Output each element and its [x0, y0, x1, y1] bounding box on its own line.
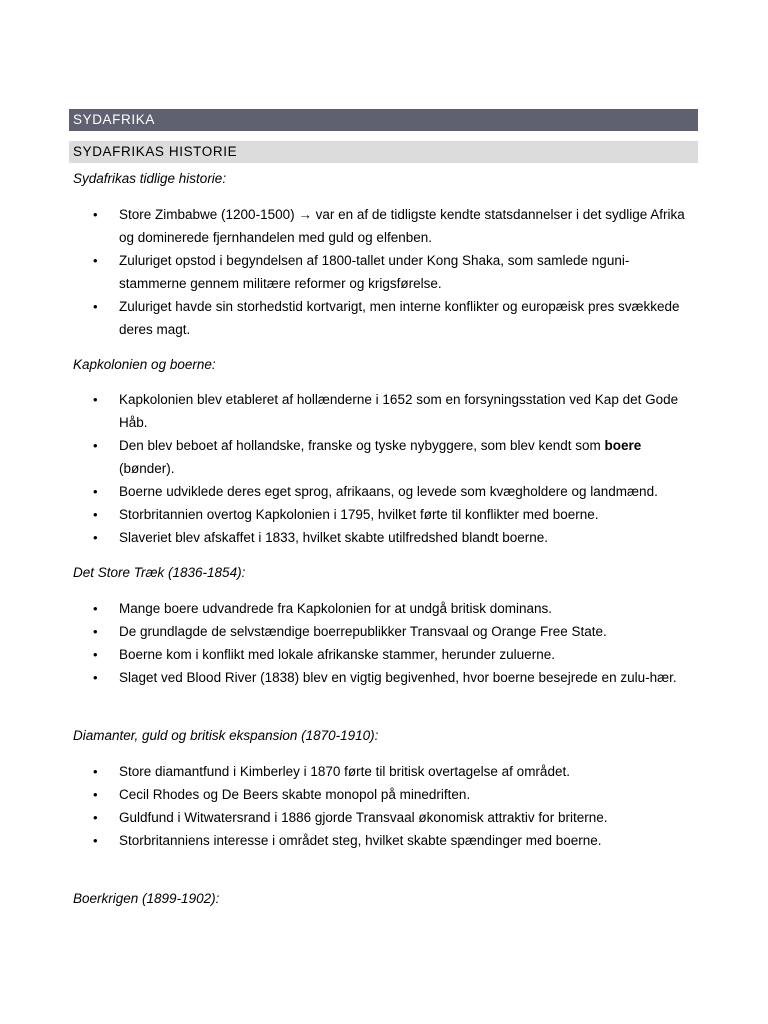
list-item: • Den blev beboet af hollandske, franske og tyske nybyggere, som blev kendt som boere (bønder).: [0, 434, 690, 480]
section-title-bar: [69, 141, 698, 163]
bullet-icon: •: [93, 810, 98, 825]
list-item: • Boerne kom i konflikt med lokale afrikanske stammer, herunder zuluerne.: [0, 643, 690, 666]
list-great-trek: [0, 597, 768, 689]
section-title: SYDAFRIKAS HISTORIE: [73, 144, 238, 159]
list-item: • Store Zimbabwe (1200-1500) → var en af de tidligste kendte statsdannelser i det sydlige Afrika og dominerede fjernhandelen med guld og elfenben.: [0, 203, 690, 249]
bullet-icon: •: [93, 787, 98, 802]
list-item: • Mange boere udvandrede fra Kapkolonien for at undgå britisk dominans.: [0, 597, 690, 620]
list-item: • Storbritanniens interesse i området steg, hvilket skabte spændinger med boerne.: [0, 829, 690, 852]
list-item: • Storbritannien overtog Kapkolonien i 1795, hvilket førte til konflikter med boerne.: [0, 503, 690, 526]
list-item: • Boerne udviklede deres eget sprog, afrikaans, og levede som kvægholdere og landmænd.: [0, 480, 690, 503]
bullet-icon: •: [93, 764, 98, 779]
list-item: • Guldfund i Witwatersrand i 1886 gjorde Transvaal økonomisk attraktiv for briterne.: [0, 806, 690, 829]
bullet-icon: •: [93, 601, 98, 616]
subheading-boer-war: Boerkrigen (1899-1902):: [73, 891, 220, 906]
bullet-icon: •: [93, 392, 98, 407]
list-item: • Kapkolonien blev etableret af hollænderne i 1652 som en forsyningsstation ved Kap det Gode Håb.: [0, 388, 690, 434]
bullet-icon: •: [93, 833, 98, 848]
list-item: • Slaveriet blev afskaffet i 1833, hvilket skabte utilfredshed blandt boerne.: [0, 526, 690, 549]
bullet-icon: •: [93, 253, 98, 268]
list-item: • Cecil Rhodes og De Beers skabte monopol på minedriften.: [0, 783, 690, 806]
list-diamonds-gold: [0, 760, 768, 852]
subheading-great-trek: Det Store Træk (1836-1854):: [73, 565, 246, 580]
bullet-icon: •: [93, 670, 98, 685]
list-item: • Zuluriget opstod i begyndelsen af 1800-tallet under Kong Shaka, som samlede nguni-stammerne gennem militære reformer og krigsførelse.: [0, 249, 690, 295]
bullet-icon: •: [93, 299, 98, 314]
bullet-icon: •: [93, 624, 98, 639]
list-cape-colony: [0, 388, 768, 549]
bullet-icon: •: [93, 507, 98, 522]
bullet-icon: •: [93, 438, 98, 453]
bullet-icon: •: [93, 484, 98, 499]
subheading-early-history: Sydafrikas tidlige historie:: [73, 171, 227, 186]
bullet-icon: •: [93, 647, 98, 662]
list-item: • Zuluriget havde sin storhedstid kortvarigt, men interne konflikter og europæisk pres svækkede deres magt.: [0, 295, 690, 341]
list-item: • Store diamantfund i Kimberley i 1870 førte til britisk overtagelse af området.: [0, 760, 690, 783]
bullet-icon: •: [93, 530, 98, 545]
subheading-diamonds-gold: Diamanter, guld og britisk ekspansion (1870-1910):: [73, 728, 379, 743]
chapter-title: SYDAFRIKA: [73, 112, 155, 127]
subheading-cape-colony: Kapkolonien og boerne:: [73, 357, 216, 372]
list-item: • Slaget ved Blood River (1838) blev en vigtig begivenhed, hvor boerne besejrede en zulu-hær.: [0, 666, 690, 689]
list-item: • De grundlagde de selvstændige boerrepublikker Transvaal og Orange Free State.: [0, 620, 690, 643]
chapter-title-bar: [69, 109, 698, 131]
bold-term: boere: [604, 438, 642, 453]
bullet-icon: •: [93, 207, 98, 222]
list-early-history: [0, 203, 768, 341]
